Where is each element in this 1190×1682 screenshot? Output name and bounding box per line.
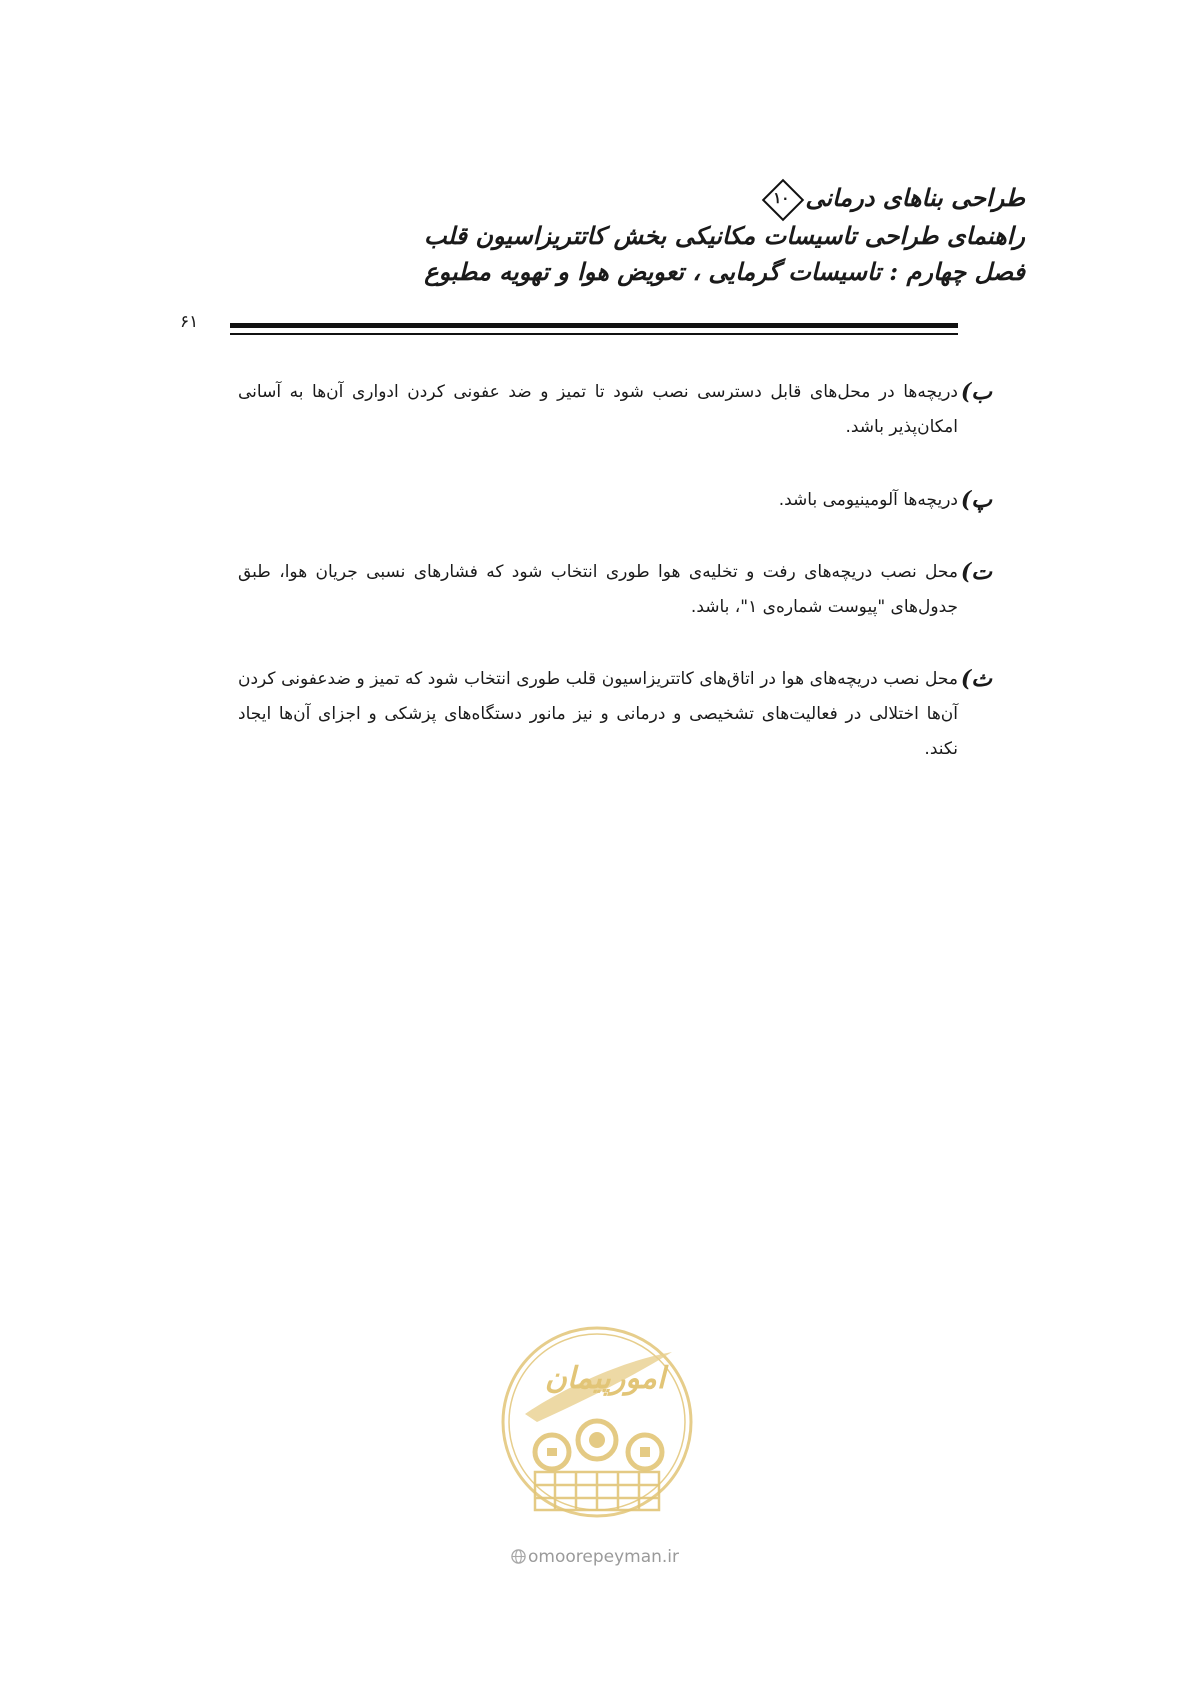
site-url: omoorepeyman.ir xyxy=(527,1547,680,1567)
item-marker: پ) xyxy=(960,487,992,513)
chapter-title: فصل چهارم : تاسیسات گرمایی ، تعویض هوا و تهویه مطبوع xyxy=(424,257,1025,286)
globe-icon xyxy=(511,1547,526,1567)
list-item-text: محل نصب دریچه‌های هوا در اتاق‌های کاتتریزاسیون قلب طوری انتخاب شود که تمیز و ضدعفونی کردن آن‌ها اختلالی در فعالیت‌های تشخیصی و درمانی و نیز مانور دستگاه‌های پزشکی و اجزای آن‌ها ایجاد نکند. xyxy=(238,669,958,759)
watermark-logo xyxy=(497,1322,697,1522)
item-marker: ت) xyxy=(960,559,992,585)
item-marker: ث) xyxy=(960,666,992,692)
list-item-text: محل نصب دریچه‌های رفت و تخلیه‌ی هوا طوری انتخاب شود که فشارهای نسبی جریان هوا، طبق جدول‌های "پیوست شماره‌ی ۱"، باشد. xyxy=(238,562,958,617)
list-item-text: دریچه‌ها آلومینیومی باشد. xyxy=(778,490,958,510)
item-marker: ب) xyxy=(960,379,992,405)
document-header xyxy=(325,178,1025,290)
guide-title: راهنمای طراحی تاسیسات مکانیکی بخش کاتتریزاسیون قلب xyxy=(424,221,1025,250)
header-rule-thin xyxy=(230,333,958,335)
list-item-text: دریچه‌ها در محل‌های قابل دسترسی نصب شود تا تمیز و ضد عفونی کردن ادواری آن‌ها به آسانی امکان‌پذیر باشد. xyxy=(238,382,958,437)
header-line-1 xyxy=(325,178,1025,218)
watermark-site xyxy=(0,1547,1190,1567)
svg-text:امورپیمان: امورپیمان xyxy=(544,1361,666,1396)
volume-number: ۱۰ xyxy=(773,189,790,207)
header-rule-thick xyxy=(230,323,958,328)
book-series-title: طراحی بناهای درمانی xyxy=(805,183,1025,212)
page-number: ۶۱ xyxy=(180,312,199,332)
volume-badge xyxy=(761,178,801,218)
